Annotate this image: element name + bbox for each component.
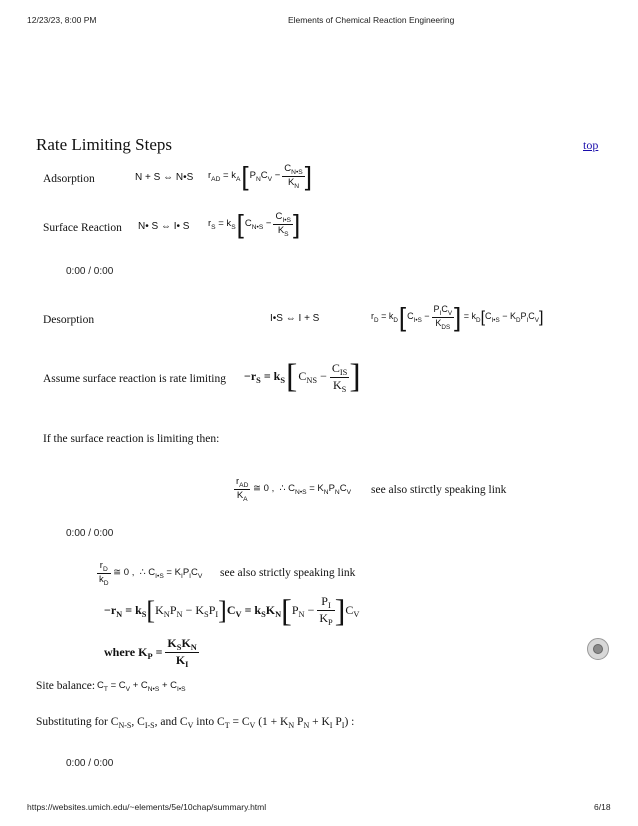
- print-page-number: 6/18: [594, 802, 611, 812]
- surface-rate-equation: $r_S = k_S$ [ $C_{N•S}$ − $\frac{C_{I•S}}{K_S}$ ]: [208, 209, 301, 239]
- desorption-label: Desorption: [43, 314, 95, 326]
- print-datetime: 12/23/23, 8:00 PM: [27, 15, 97, 25]
- if-limiting-text: If the surface reaction is limiting then:: [43, 433, 220, 445]
- kp-definition: where $K_P$ = $\frac{K_SK_N}{K_I}$: [104, 636, 197, 669]
- see-also-link-2[interactable]: see also strictly speaking link: [220, 567, 356, 579]
- adsorption-reaction: N + S ⇔ N•S: [135, 172, 194, 183]
- site-balance-label: Site balance:: [36, 680, 96, 692]
- substituting-prefix: Substituting for C: [36, 716, 119, 728]
- see-also-link-1[interactable]: see also stirctly speaking link: [371, 484, 507, 496]
- audio-player-time[interactable]: 0:00 / 0:00: [66, 266, 114, 277]
- adsorption-label: Adsorption: [43, 173, 95, 185]
- print-title: Elements of Chemical Reaction Engineering: [288, 15, 455, 25]
- scroll-to-top-button[interactable]: [587, 638, 609, 660]
- substituting-text: Substituting for $C_{N-S}$, $C_{I-S}$, and $C_V$ into $C_T = C_V$ ($1 + K_N$ $P_N + K_I$ $P_I$) :: [36, 716, 355, 730]
- surface-reaction-label: Surface Reaction: [43, 222, 122, 234]
- site-balance-equation: $C_T = C_V + C_{N•S} + C_{I•S}$: [97, 680, 186, 693]
- print-url: https://websites.umich.edu/~elements/5e/10chap/summary.html: [27, 802, 267, 812]
- audio-player-time[interactable]: 0:00 / 0:00: [66, 528, 114, 539]
- rate-law-equation: $-r_N = k_S$ [ $K_NP_N - K_SP_I$ ] $C_V = k_SK_N$ [ $P_N$ − $\frac{P_I}{K_P}$ ] $C_V$: [104, 592, 360, 628]
- adsorption-equilibrium-equation: $\frac{r_{AD}}{K_A}$ ≅ 0 , ∴ $C_{N•S} = K_NP_NC_V$: [236, 476, 352, 503]
- desorption-rate-equation: $r_D = k_D$ [ $C_{I•S}$ − $\frac{P_IC_V}{K_{DS}}$ ] = $k_D$ [ $C_{I•S} - K_DP_IC_V$ ]: [371, 302, 544, 332]
- top-link[interactable]: top: [583, 138, 599, 152]
- audio-player-time[interactable]: 0:00 / 0:00: [66, 758, 114, 769]
- where-word: where: [104, 645, 136, 659]
- assume-text: Assume surface reaction is rate limiting: [43, 373, 226, 385]
- adsorption-rate-equation: $r_{AD} = k_A$ [ $P_NC_V$ − $\frac{C_{N•S}}{K_N}$ ]: [208, 161, 312, 191]
- surface-reaction-reaction: N• S ⇔ I• S: [138, 221, 190, 232]
- desorption-equilibrium-equation: $\frac{r_D}{k_D}$ ≅ 0 , ∴ $C_{I•S} = K_IP_IC_V$: [99, 560, 203, 587]
- desorption-reaction: I•S ⇔ I + S: [270, 313, 320, 324]
- surface-limiting-rate-equation: $-r_S = k_S$ [ $C_{NS}$ − $\frac{C_{IS}}{K_S}$ ]: [244, 358, 361, 395]
- section-heading: Rate Limiting Steps: [36, 135, 172, 154]
